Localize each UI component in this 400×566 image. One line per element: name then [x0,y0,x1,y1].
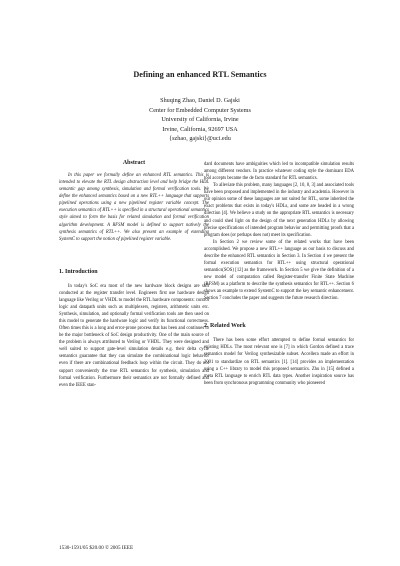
intro-paragraph-3: In Section 2 we review some of the related works that have been accomplished. We propose a new RTL++ language as our basis to discuss and describe the enhanced RTL semantics in Section 3. In Section 4 we present the formal execution semantics for RTL++ using structural operational semantics(SOS) [12] as the framework. In Section 5 we give the definition of a new model of computation called Register-transfer Finite State Machine (RFSM) as a platform to describe the synthesis semantics for RTL++. Section 6 shows an example to extend SystemC to support the key semantic enhancement. Section 7 concludes the paper and suggests the future research direction. [204,239,354,302]
introduction-text: In today's SoC era most of the new hardware block designs are still conducted at the register transfer level. Engineers first use hardware design language like Verilog or VHDL to model the RTL hardware components: control logic and datapath units such as multiplexers, registers, arithmetic units etc. Synthesis, simulation, and optionally formal verification tools are then used on this model to generate the hardware logic and verify its functional correctness. Often times this is a long and error-prone process that has been and continues to be the major bottleneck of SoC design productivity. One of the main source of the problem is always attributed to Verilog or VHDL. They were designed and well suited to support gate-level simulation details e.g. their delta cycle semantics guarantee that they can simulate the combinational logic behavior even if there are combinational feedback loop within the circuit. They do not support conveniently the true RTL semantics for synthesis, simulation and formal verification. Furthermore their semantics are not formally defined and even the IEEE stan- [59,283,209,388]
paper-title: Defining an enhanced RTL Semantics [133,70,267,79]
author-block [0,96,400,144]
copyright-notice: 1530-1591/05 $20.00 © 2005 IEEE [59,545,134,551]
abstract-text: In this paper we formally define an enhanced RTL semantics. This is intended to elevate the RTL design abstraction level and help bridge the HDL semantic gap among synthesis, simulation and formal verification tools. We define the enhanced semantics based on a new RTL++ language that supports pipelined operations using a new pipelined register variable concept. The execution semantics of RTL++ is specified in a structural operational semantics style aimed to form the basis for related simulation and formal verification algorithm development. A RFSM model is defined to support natively the synthesis semantics of RTL++. We also present an example of extending SystemC to support the notion of pipelined register variable. [59,173,209,242]
section-heading-related-work: 2. Related Work [204,323,246,330]
section-heading-introduction: 1. Introduction [59,268,98,275]
left-column [59,160,209,389]
author-university: University of California, Irvine [161,116,239,124]
related-work-text: There has been some effort attempted to define formal semantics for existing HDLs. The most relevant one is [7] in which Gordon defined a trace semantics model for Verilog synthesizable subset. Accellera made an effort in 2001 to standardize on RTL semantics [1]. [14] provides an implementation using a C++ library to model this proposed semantics. Zhu in [15] defined a meta RTL language to enrich RTL data types. Another inspiration source has been from synchronous programming community who pioneered [204,338,354,386]
intro-continuation-text: dard documents have ambiguities which led to incompatible simulation results among different vendors. In practice whatever coding style the dominant EDA tool accepts became the de facto standard for RTL semantics. [204,162,354,182]
author-location: Irvine, California, 92697 USA [162,125,238,133]
right-column [204,161,354,387]
author-affiliation: Center for Embedded Computer Systems [149,106,251,114]
intro-paragraph-2: To alleviate this problem, many languages [2, 10, 8, 3] and associated tools have been proposed and implemented in the industry and academia. However in our opinion some of these languages are not suited for RTL, some inherited the exact problems that exists in today's HDLs, and some are headed in a wrong direction [4]. We believe a study on the appropriate RTL semantics is necessary and could shed light on the design of the next generation HDLs by allowing precise specifications of intended program behavior and permitting proofs that a program does (or perhaps does not) meet its specification. [204,183,354,238]
abstract-heading: Abstract [122,160,146,166]
author-email: {szhao, gajski}@uci.edu [169,135,231,143]
author-names: Shuqing Zhao, Daniel D. Gajski [160,97,240,104]
